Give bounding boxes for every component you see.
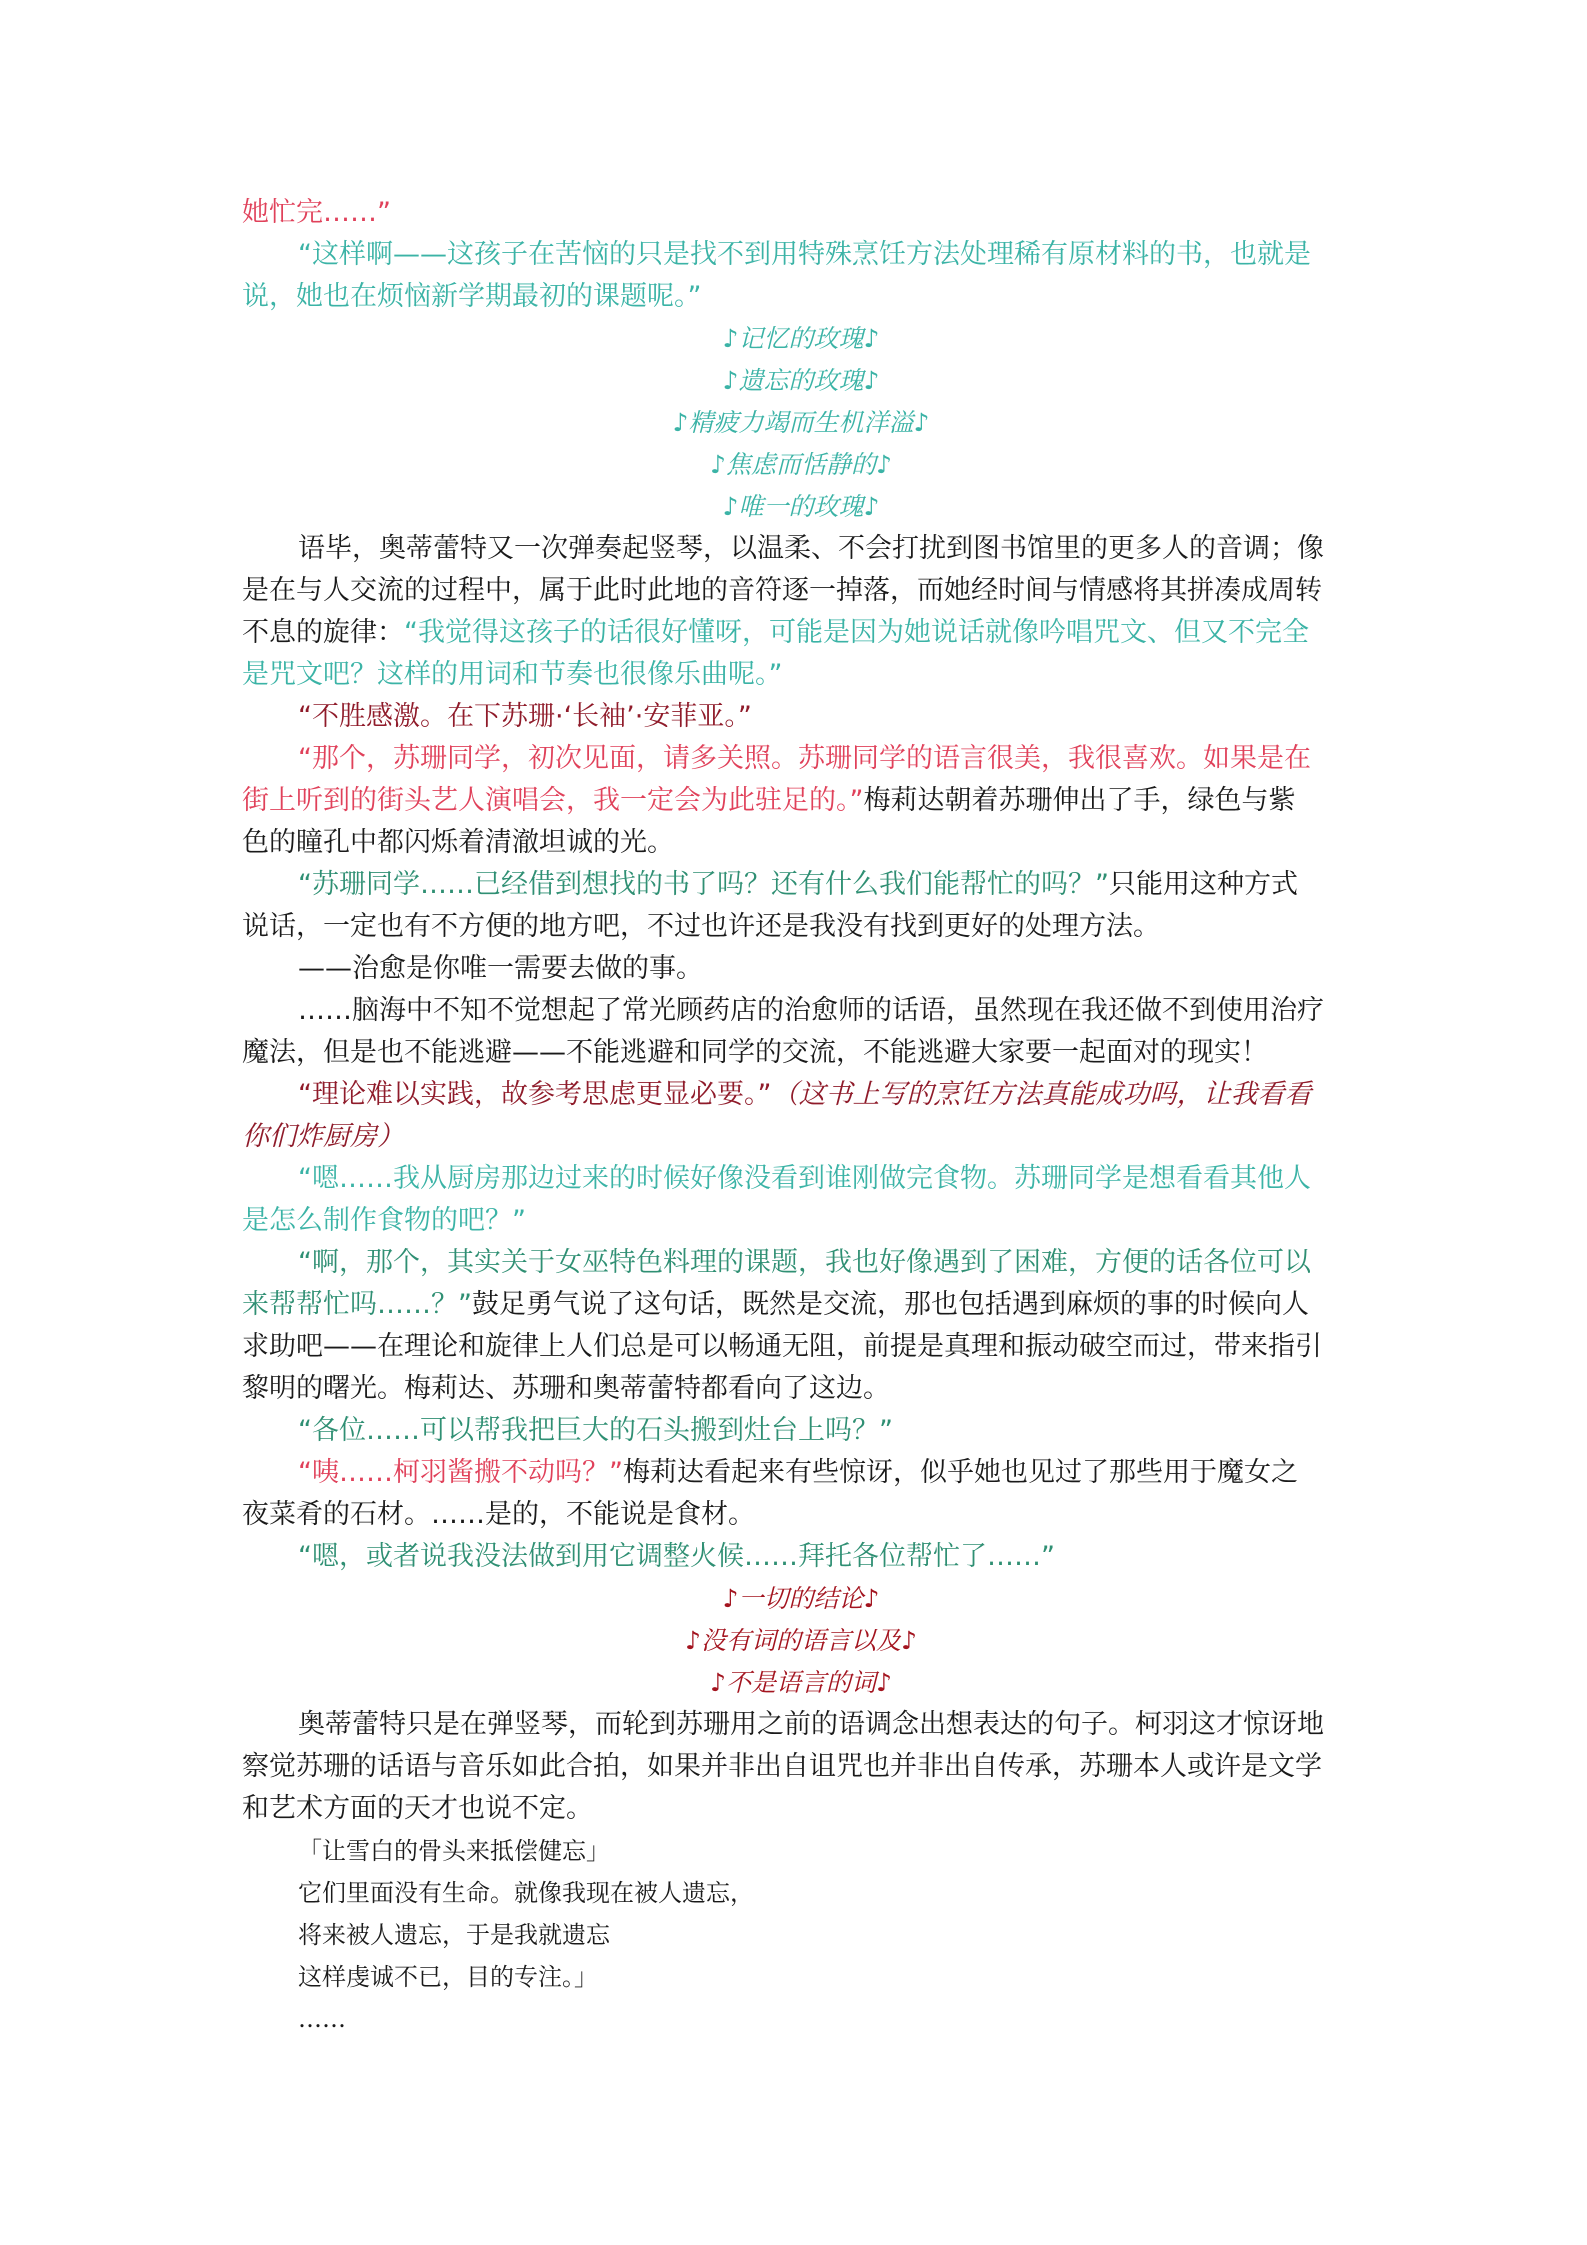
text-line: 说话，一定也有不方便的地方吧，不过也许还是我没有找到更好的处理方法。: [242, 911, 1160, 942]
text-line: 「让雪白的骨头来抵偿健忘」: [298, 1837, 610, 1865]
text-line: ♪没有词的语言以及♪: [685, 1626, 917, 1655]
text-segment: 鼓足勇气说了这句话，既然是交流，那也包括遇到麻烦的事的时候向人: [472, 1289, 1309, 1320]
text-line: ……脑海中不知不觉想起了常光顾药店的治愈师的话语，虽然现在我还做不到使用治疗: [298, 995, 1324, 1026]
text-line: 是怎么制作食物的吧？”: [242, 1205, 526, 1236]
text-line: 是在与人交流的过程中，属于此时此地的音符逐一掉落，而她经时间与情感将其拼凑成周转: [242, 575, 1322, 606]
text-line: “那个，苏珊同学，初次见面，请多关照。苏珊同学的语言很美，我很喜欢。如果是在: [298, 743, 1311, 774]
text-line: “嗯……我从厨房那边过来的时候好像没看到谁刚做完食物。苏珊同学是想看看其他人: [298, 1163, 1311, 1194]
text-line: 求助吧——在理论和旋律上人们总是可以畅通无阻，前提是真理和振动破空而过，带来指引: [242, 1331, 1322, 1362]
text-line: [242, 1284, 1360, 1326]
text-line: 它们里面没有生命。就像我现在被人遗忘，: [298, 1879, 754, 1907]
text-segment: 不息的旋律：: [242, 617, 404, 648]
text-line: 她忙完……”: [242, 197, 391, 228]
text-segment: “我觉得这孩子的话很好懂呀，可能是因为她说话就像吟唱咒文、但又不完全: [404, 617, 1309, 648]
text-line: 夜菜肴的石材。……是的，不能说是食材。: [242, 1499, 755, 1530]
text-line: “不胜感激。在下苏珊·‘长袖’·安菲亚。”: [298, 701, 752, 732]
text-line: ♪唯一的玫瑰♪: [722, 492, 880, 521]
text-segment: 街上听到的街头艺人演唱会，我一定会为此驻足的。”: [242, 785, 864, 816]
text-line: 察觉苏珊的话语与音乐如此合拍，如果并非出自诅咒也并非出自传承，苏珊本人或许是文学: [242, 1751, 1322, 1782]
text-line: “嗯，或者说我没法做到用它调整火候……拜托各位帮忙了……”: [298, 1541, 1055, 1572]
text-line: ♪焦虑而恬静的♪: [710, 450, 892, 479]
text-line: “这样啊——这孩子在苦恼的只是找不到用特殊烹饪方法处理稀有原材料的书，也就是: [298, 239, 1311, 270]
text-segment: “理论难以实践，故参考思虑更显必要。”: [298, 1079, 772, 1110]
text-line: 和艺术方面的天才也说不定。: [242, 1793, 593, 1824]
text-line: ♪精疲力竭而生机洋溢♪: [672, 408, 930, 437]
text-line: ♪遗忘的玫瑰♪: [722, 366, 880, 395]
text-line: 魔法，但是也不能逃避——不能逃避和同学的交流，不能逃避大家要一起面对的现实！: [242, 1037, 1268, 1068]
text-segment: （这书上写的烹饪方法真能成功吗，让我看看: [771, 1079, 1312, 1110]
text-segment: “苏珊同学……已经借到想找的书了吗？还有什么我们能帮忙的吗？”: [298, 869, 1109, 900]
text-line: 将来被人遗忘，于是我就遗忘: [298, 1921, 610, 1949]
text-line: [242, 1452, 1360, 1494]
text-line: 语毕，奥蒂蕾特又一次弹奏起竖琴，以温柔、不会打扰到图书馆里的更多人的音调；像: [298, 533, 1324, 564]
text-segment: 来帮帮忙吗……？”: [242, 1289, 472, 1320]
text-line: [242, 612, 1360, 654]
text-line: 你们炸厨房）: [242, 1121, 404, 1152]
text-line: [242, 1074, 1360, 1116]
text-line: ——治愈是你唯一需要去做的事。: [298, 953, 703, 984]
text-line: 是咒文吧？这样的用词和节奏也很像乐曲呢。”: [242, 659, 783, 690]
text-line: ……: [298, 2005, 346, 2033]
text-line: [242, 864, 1360, 906]
text-line: [242, 780, 1360, 822]
text-segment: 只能用这种方式: [1108, 869, 1298, 900]
text-line: ♪记忆的玫瑰♪: [722, 324, 880, 353]
text-segment: 梅莉达看起来有些惊讶，似乎她也见过了那些用于魔女之: [622, 1457, 1298, 1488]
text-line: ♪不是语言的词♪: [710, 1668, 892, 1697]
text-line: 说，她也在烦恼新学期最初的课题呢。”: [242, 281, 702, 312]
text-line: “啊，那个，其实关于女巫特色料理的课题，我也好像遇到了困难，方便的话各位可以: [298, 1247, 1311, 1278]
text-line: 黎明的曙光。梅莉达、苏珊和奥蒂蕾特都看向了这边。: [242, 1373, 890, 1404]
text-segment: 梅莉达朝着苏珊伸出了手，绿色与紫: [863, 785, 1296, 816]
text-segment: “咦……柯羽酱搬不动吗？”: [298, 1457, 623, 1488]
text-line: 奥蒂蕾特只是在弹竖琴，而轮到苏珊用之前的语调念出想表达的句子。柯羽这才惊讶地: [298, 1709, 1324, 1740]
document-page: [242, 192, 1360, 2040]
text-line: “各位……可以帮我把巨大的石头搬到灶台上吗？”: [298, 1415, 893, 1446]
text-line: 这样虔诚不已，目的专注。」: [298, 1963, 598, 1991]
text-line: ♪一切的结论♪: [722, 1584, 880, 1613]
text-line: 色的瞳孔中都闪烁着清澈坦诚的光。: [242, 827, 674, 858]
